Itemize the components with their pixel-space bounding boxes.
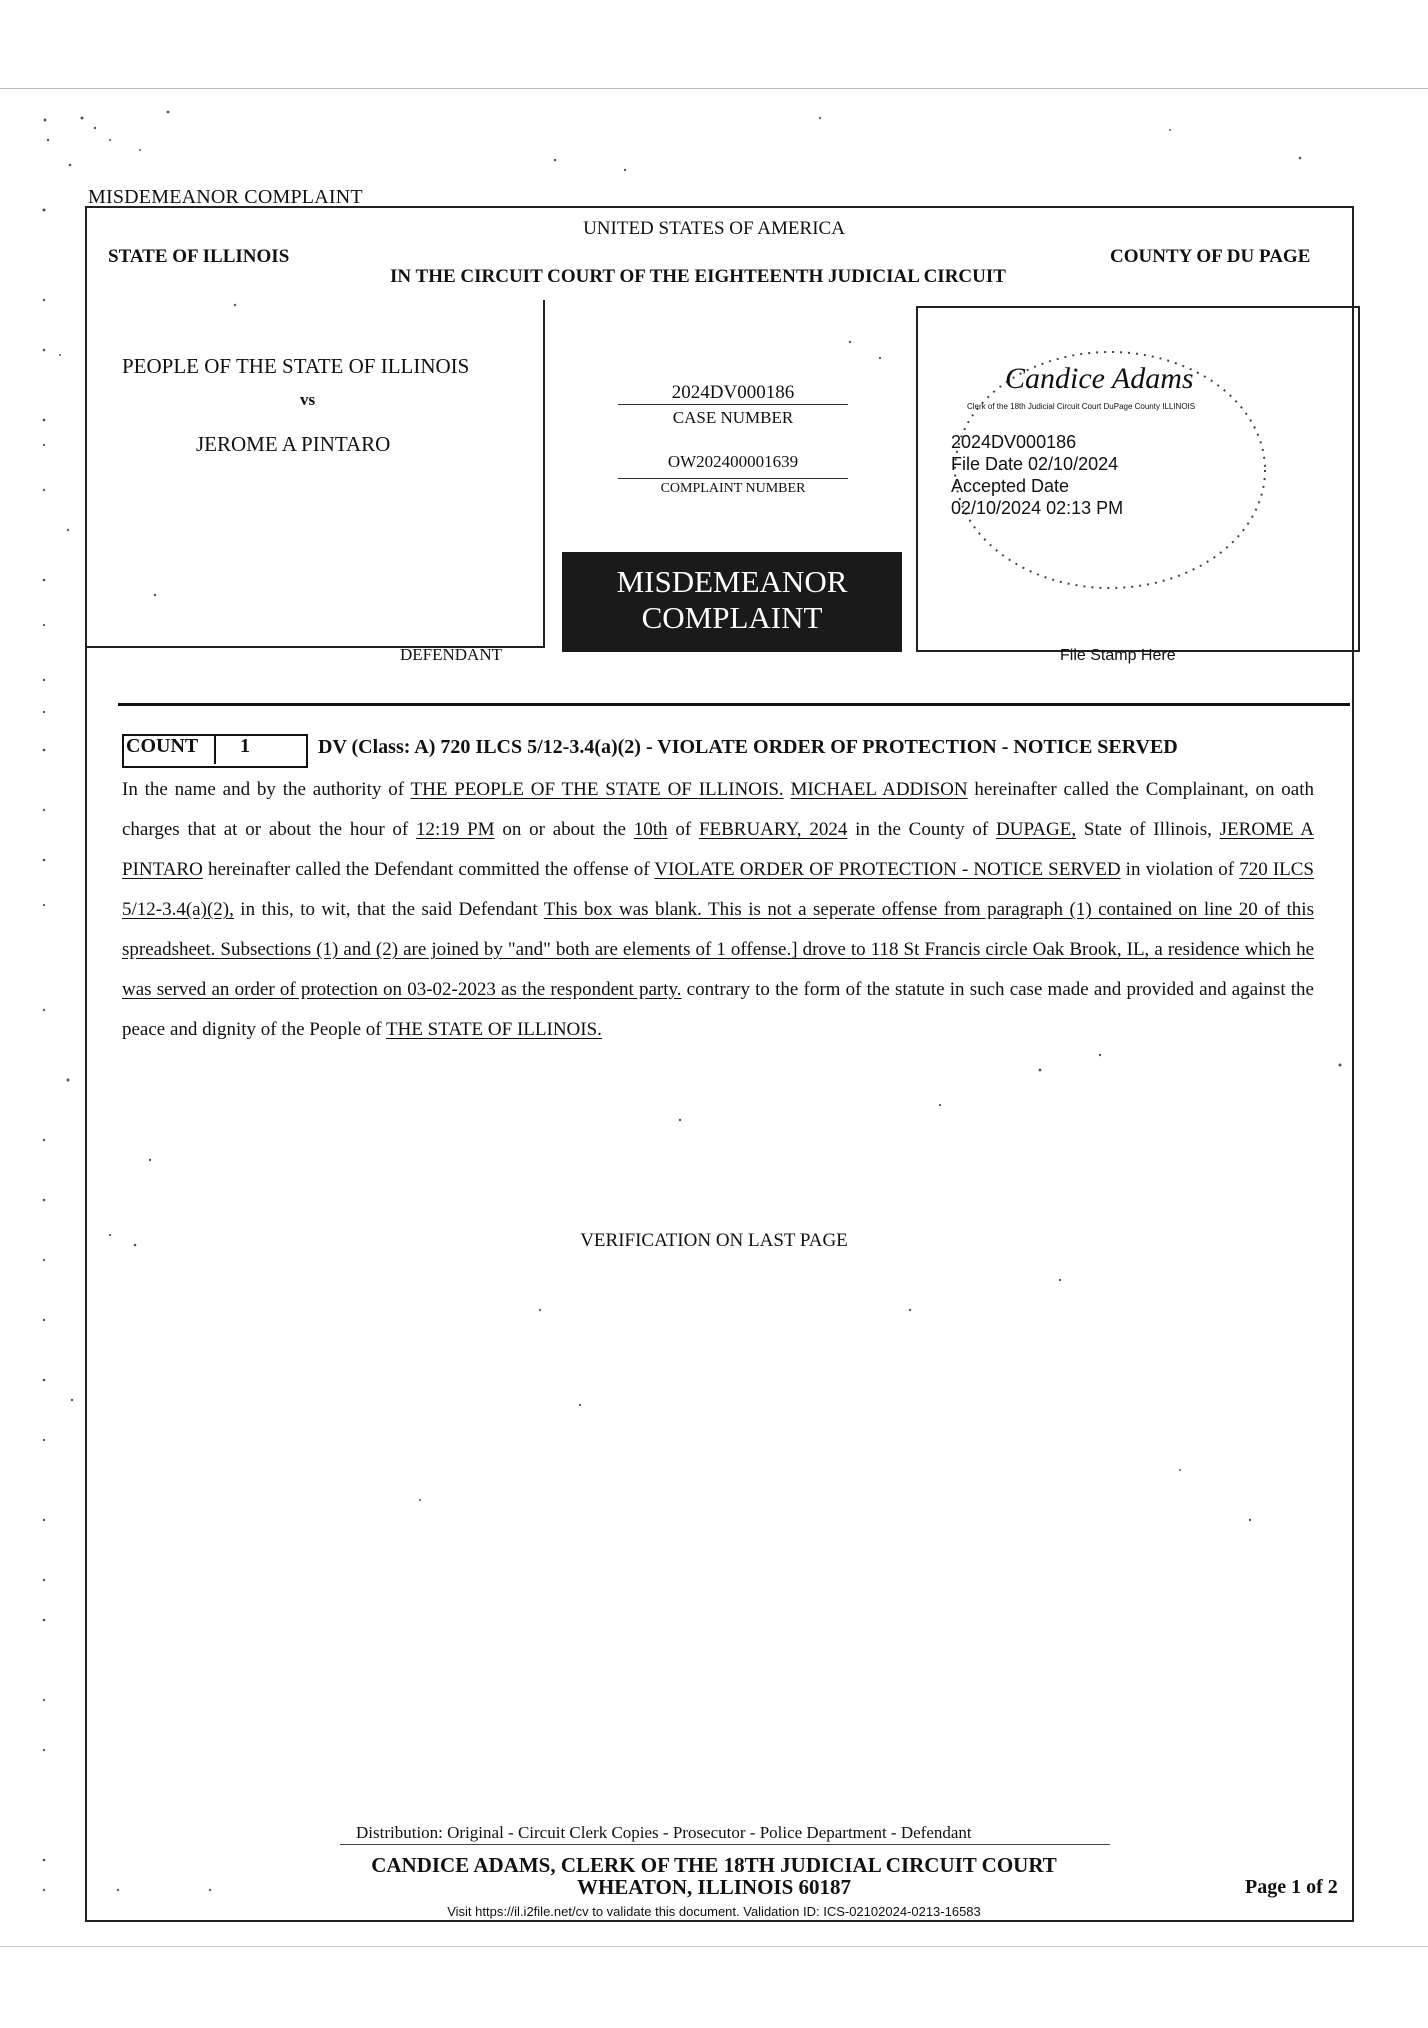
party-box [85,300,545,648]
court-heading: IN THE CIRCUIT COURT OF THE EIGHTEENTH JUDICIAL CIRCUIT [390,266,1006,287]
clerk-address-line: WHEATON, ILLINOIS 60187 [576,1875,852,1899]
offense-time: 12:19 PM [416,819,495,840]
file-stamp-label: File Stamp Here [1060,647,1176,664]
case-number: 2024DV000186 [618,382,848,405]
clerk-name-line: CANDICE ADAMS, CLERK OF THE 18TH JUDICIAL CIRCUIT COURT [371,1853,1057,1877]
badge-line-2: COMPLAINT [641,600,823,635]
body-text: of [667,819,699,840]
defendant-name: JEROME A PINTARO [196,432,391,456]
authority-name: THE PEOPLE OF THE STATE OF ILLINOIS. [410,779,784,800]
clerk-file-stamp [945,340,1275,600]
body-text: hereinafter called the Complainant, on oath charges that at or about the hour of [122,779,1315,840]
body-text: In the name and by the authority of [122,779,411,800]
document-label: MISDEMEANOR COMPLAINT [88,186,363,208]
body-text: contrary to the form of the statute in such case made and provided and against the peace and dignity of the People of [122,979,1314,1040]
offense-county: DUPAGE, [996,819,1077,840]
page-number: Page 1 of 2 [1245,1876,1338,1898]
country-heading: UNITED STATES OF AMERICA [583,218,845,239]
body-text: in violation of [1120,859,1240,880]
clerk-subtitle: Clerk of the 18th Judicial Circuit Court DuPage County ILLINOIS [967,402,1196,411]
badge-line-1: MISDEMEANOR [616,564,848,599]
offense-day: 10th [633,819,668,840]
footer-rule [340,1844,1110,1845]
plaintiff-name: PEOPLE OF THE STATE OF ILLINOIS [122,354,470,378]
distribution-line: Distribution: Original - Circuit Clerk Copies - Prosecutor - Police Department - Defendant [356,1823,972,1842]
stamp-case-number: 2024DV000186 [951,432,1077,452]
body-text: in this, to wit, that the said Defendant [233,899,544,920]
count-box-divider [214,734,216,764]
defendant-name-body: JEROME A PINTARO [122,819,1314,880]
stamp-accepted-label: Accepted Date [951,476,1070,496]
complaint-body [122,770,1314,1050]
state-heading: STATE OF ILLINOIS [108,246,290,267]
versus-label: vs [300,390,316,409]
stamp-file-date: File Date 02/10/2024 [951,454,1119,474]
body-text: State of Illinois, [1076,819,1220,840]
misdemeanor-complaint-badge [562,552,902,652]
stamp-accepted-value: 02/10/2024 02:13 PM [951,498,1124,518]
charge-description: DV (Class: A) 720 ILCS 5/12-3.4(a)(2) - VIOLATE ORDER OF PROTECTION - NOTICE SERVED [318,736,1178,758]
clerk-signature: Candice Adams [1005,362,1194,395]
complaint-number: OW202400001639 [667,452,799,471]
body-text: on or about the [494,819,634,840]
section-rule [118,703,1350,706]
body-text: in the County of [847,819,997,840]
count-label: COUNT [126,735,199,757]
complaint-number-label: COMPLAINT NUMBER [618,478,848,497]
body-text: hereinafter called the Defendant committed the offense of [202,859,655,880]
verification-note: VERIFICATION ON LAST PAGE [580,1230,848,1251]
case-number-label: CASE NUMBER [672,408,794,427]
statute-citation: 720 ILCS 5/12-3.4(a)(2), [122,859,1314,920]
validation-link-text: Visit https://il.i2file.net/cv to validate this document. Validation ID: ICS-02102024-0213-16583 [447,1904,981,1919]
people-name: THE STATE OF ILLINOIS. [386,1019,602,1040]
count-number: 1 [240,735,250,757]
complainant-name: MICHAEL ADDISON [790,779,968,800]
county-heading: COUNTY OF DU PAGE [1110,246,1311,267]
offense-narrative: This box was blank. This is not a seperate offense from paragraph (1) contained on line 20 of this spreadsheet. Subsections (1) and (2) are joined by "and" both are elements of 1 offense.] drove to 118 St Francis circle Oak Brook, IL, a residence which he was served an order of protection on 03-02-2023 as the respondent party. [122,899,1314,1000]
offense-month-year: FEBRUARY, 2024 [698,819,848,840]
offense-name: VIOLATE ORDER OF PROTECTION - NOTICE SERVED [654,859,1121,880]
defendant-label: DEFENDANT [400,645,502,664]
